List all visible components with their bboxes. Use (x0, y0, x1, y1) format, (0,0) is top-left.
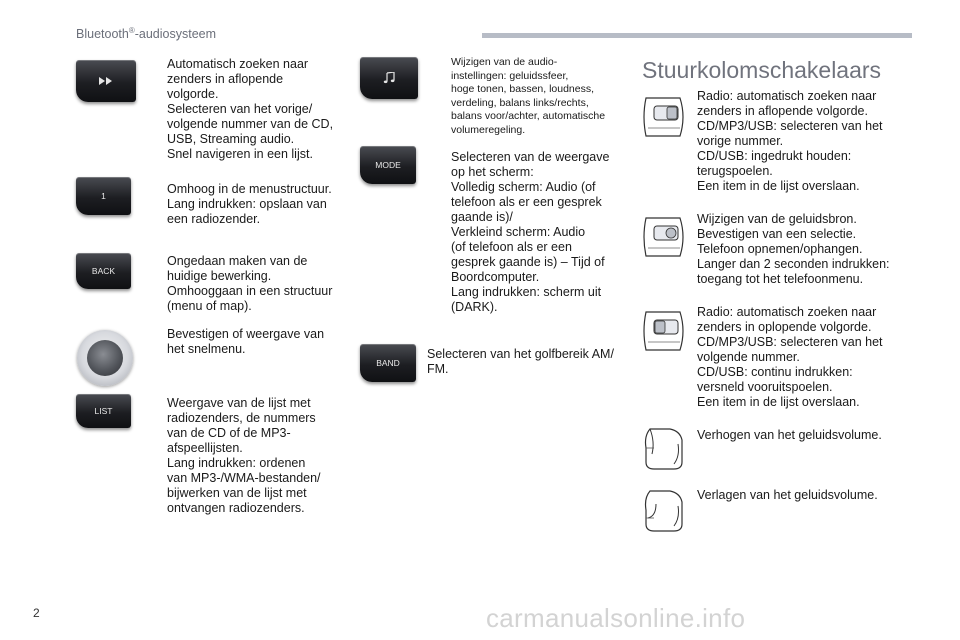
steering-switch-source-icon (640, 214, 688, 260)
seek-button (76, 60, 136, 102)
header-title-text: Bluetooth (76, 27, 129, 42)
rotary-knob (77, 330, 133, 386)
band-description: Selecteren van het golfbereik AM/ FM. (427, 347, 614, 376)
steering-switch-seek-down-icon (640, 94, 688, 140)
watermark: carmanualsonline.info (486, 603, 746, 633)
back-button (76, 253, 131, 289)
back-button-label: BACK (91, 266, 116, 276)
fast-forward-icon (99, 77, 113, 85)
stuurkolom-item-3-text: Radio: automatisch zoeken naar zenders in oplopende volgorde. CD/MP3/USB: selecteren van het volgende nummer. CD/USB: continu indrukken: versneld vooruitspoelen. Een item in de lijst overslaan. (697, 305, 883, 409)
mode-button-label: MODE (375, 160, 401, 170)
band-button (360, 344, 416, 382)
button-1-description: Omhoog in de menustructuur. Lang indrukken: opslaan van een radiozender. (167, 182, 332, 226)
header-title (76, 26, 216, 41)
section-title: Stuurkolomschakelaars (642, 57, 882, 83)
mode-button (360, 146, 416, 184)
rotary-knob-center (87, 340, 123, 376)
stuurkolom-item-1-text: Radio: automatisch zoeken naar zenders in aflopende volgorde. CD/MP3/USB: selecteren van het vorige nummer. CD/USB: ingedrukt houden: terugspoelen. Een item in de lijst overslaan. (697, 89, 883, 193)
header-title-suffix: -audiosysteem (134, 27, 217, 42)
stuurkolom-item-5-text: Verlagen van het geluidsvolume. (697, 488, 878, 502)
button-1 (76, 177, 131, 215)
registered-mark: ® (128, 26, 135, 35)
steering-switch-volume-down-icon (640, 488, 688, 534)
mode-description: Selecteren van de weergave op het scherm: Volledig scherm: Audio (of telefoon als er een gesprek gaande is)/ Verkleind scherm: Audio (of telefoon als er een gesprek gaande is) – Tijd of Boordcomputer. Lang indrukken: scherm uit (DARK). (451, 150, 610, 314)
music-button (360, 57, 418, 99)
music-note-icon (383, 72, 395, 84)
steering-switch-seek-up-icon (640, 308, 688, 354)
button-1-label: 1 (101, 191, 106, 201)
list-button (76, 394, 131, 428)
seek-description: Automatisch zoeken naar zenders in aflopende volgorde. Selecteren van het vorige/ volgende nummer van de CD, USB, Streaming audio. Snel navigeren in een lijst. (167, 57, 334, 161)
header-bar (482, 33, 912, 38)
band-button-label: BAND (376, 358, 400, 368)
music-description: Wijzigen van de audio- instellingen: geluidssfeer, hoge tonen, bassen, loudness, verdeling, balans links/rechts, balans voor/achter, automatische volumeregeling. (451, 56, 606, 136)
page-number: 2 (33, 606, 40, 620)
steering-switch-volume-up-icon (640, 426, 688, 472)
back-description: Ongedaan maken van de huidige bewerking. Omhooggaan in een structuur (menu of map). (167, 254, 333, 313)
list-description: Weergave van de lijst met radiozenders, de nummers van de CD of de MP3- afspeellijsten. Lang indrukken: ordenen van MP3-/WMA-bestanden/ bijwerken van de lijst met ontvangen radiozenders. (167, 396, 321, 515)
stuurkolom-item-4-text: Verhogen van het geluidsvolume. (697, 428, 882, 442)
stuurkolom-item-2-text: Wijzigen van de geluidsbron. Bevestigen van een selectie. Telefoon opnemen/ophangen. Langer dan 2 seconden indrukken: toegang tot het telefoonmenu. (697, 212, 890, 286)
knob-description: Bevestigen of weergave van het snelmenu. (167, 327, 325, 356)
list-button-label: LIST (94, 406, 113, 416)
